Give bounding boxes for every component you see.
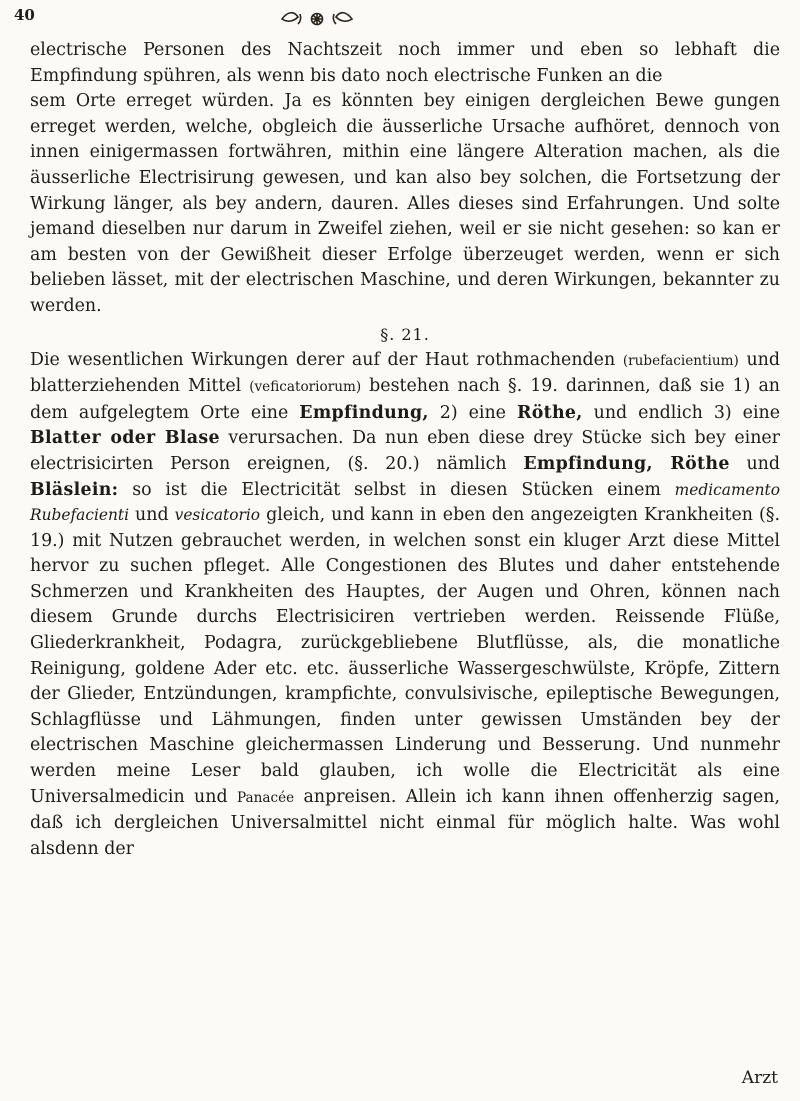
page-number: 40: [14, 6, 35, 24]
latin-term: Panacée: [236, 789, 295, 806]
latin-term: (rubefacientium): [622, 352, 739, 369]
text-run: gleich, und kann in eben den angezeigten Krankheiten (§. 19.) mit Nutzen gebrauchet werden, in welchen sonst ein kluger Arzt diese Mittel hervor zu suchen pfleget. Alle Congestionen des Blutes und daher entstehende Schmerzen und Krankheiten des Hauptes, der Augen und Ohren, können nach diesem Grunde durchs Electrisiciren vertrieben werden. Reissende Flüße, Gliederkrankheit, Podagra, zurückgebliebene Blutflüsse, als, die monatliche Reinigung, goldene Ader etc. etc. äusserliche Wassergeschwülste, Kröpfe, Zittern der Glieder, Entzündungen, krampfichte, convulsivische, epileptische Bewegungen, Schlagflüsse und Lähmungen, finden unter gewissen Umständen bey der electrischen Maschine gleichermassen Linderung und Besserung. Und nunmehr werden meine Leser bald glauben, ich wolle die Electricität als eine Universalmedicin und: [30, 505, 781, 807]
emphasis-term: Blatter oder Blase: [30, 428, 220, 449]
text-run: Die wesentlichen Wirkungen derer auf der Haut rothmachenden: [30, 349, 616, 370]
catchword: Arzt: [741, 1068, 778, 1088]
body-text: [30, 38, 780, 862]
latin-term: medicamento Rubefacienti: [30, 480, 781, 525]
section-heading: §. 21.: [380, 324, 430, 344]
text-run: und: [135, 505, 169, 526]
page-header: [0, 0, 800, 40]
text-run: so ist die Electricität selbst in diesen Stücken einem: [132, 479, 661, 500]
text-run: und blatterziehenden Mittel: [30, 349, 780, 397]
text-run: und endlich 3) eine: [593, 402, 781, 423]
text-run: bestehen nach §. 19. darinnen, daß sie 1) an dem aufgelegtem Orte eine: [30, 376, 781, 423]
latin-term: vesicatorio: [174, 506, 261, 525]
emphasis-term: Empfindung,: [299, 402, 429, 423]
text-run: electrische Personen des Nachtszeit noch immer und eben so lebhaft die Empfindung spühren, als wenn bis dato noch electrische Funken an die: [30, 40, 780, 86]
text-run: und: [746, 453, 780, 474]
text-run: gungen erreget werden, welche, obgleich die äusserliche Ursache aufhöret, dennoch von innen einigermassen fortwähren, mithin eine längere Alteration machen, als die äusserliche Electrisirung gewesen, und kan also bey solchen, die Fortsetzung der Wirkung länger, als bey andern, dauren. Alles dieses sind Erfahrungen. Und solte jemand dieselben nur darum in Zweifel ziehen, weil er sie nicht gesehen: so kan er am besten von der Gewißheit dieser Erfolge überzeuget werden, wenn er sich belieben lässet, mit der electrischen Maschine, und deren Wirkungen, bekannter zu werden.: [30, 91, 780, 316]
printer-ornament-icon: [278, 8, 356, 30]
text-run: sem Orte erreget würden. Ja es könnten bey einigen dergleichen Bewe: [30, 91, 704, 112]
emphasis-term: Bläslein:: [30, 479, 119, 500]
paragraph: [30, 38, 780, 320]
text-run: 2) eine: [439, 402, 506, 423]
emphasis-term: Röthe,: [516, 402, 583, 423]
text-run: verursachen. Da nun eben diese drey Stücke sich bey einer electrisicirten Person ereignen, (§. 20.) nämlich: [30, 428, 780, 474]
text-run: anpreisen. Allein ich kann ihnen offenherzig sagen, daß ich dergleichen Universalmittel nicht einmal für möglich halte. Was wohl alsdenn der: [30, 786, 781, 859]
paragraph: [30, 348, 780, 863]
emphasis-term: Empfindung, Röthe: [523, 453, 730, 474]
latin-term: (veficatoriorum): [249, 379, 362, 396]
